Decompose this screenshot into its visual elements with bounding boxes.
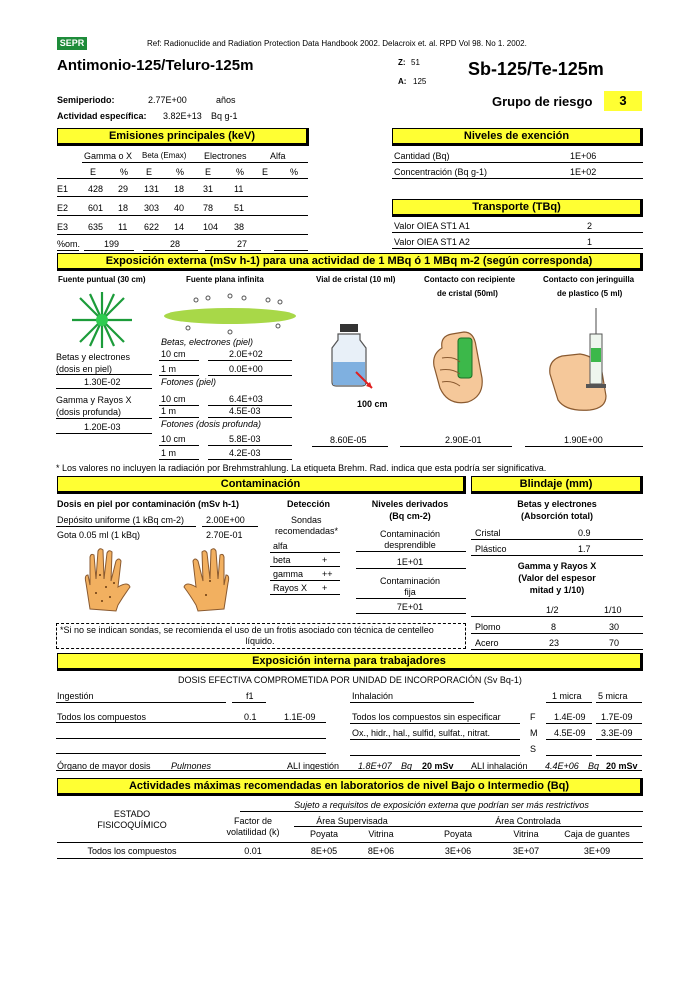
container-illustration [420, 318, 500, 408]
emission-total: 28 [170, 239, 181, 249]
labs-state-1: ESTADO [113, 809, 151, 819]
emission-cell: 11 [234, 184, 244, 194]
detection-title: Detección [287, 499, 331, 509]
shield-steel-label: Acero [475, 638, 499, 648]
nuclide-name: Antimonio-125/Teluro-125m [57, 57, 254, 74]
shield-glass-value: 0.9 [578, 528, 591, 538]
deposit-label: Depósito uniforme (1 kBq cm-2) [57, 515, 185, 525]
labs-row-factor: 0.01 [244, 846, 262, 856]
container-value: 2.90E-01 [445, 435, 482, 445]
probe-note-1: *Si no se indican sondas, se recomienda el uso de un frotis asociado con técnica de centelleo [60, 625, 434, 635]
plane-photon-deep-d1: 10 cm [161, 434, 186, 444]
transport-value-a1: 2 [587, 221, 593, 231]
fixed-value: 7E+01 [396, 602, 424, 612]
half-life-label: Semiperiodo: [57, 95, 115, 105]
inhalation-value-5: 3.3E-09 [601, 728, 633, 738]
inhalation-label: Inhalación [352, 691, 394, 701]
z-label: Z: [398, 58, 406, 67]
half-life-value: 2.77E+00 [148, 95, 187, 105]
labs-row-state: Todos los compuestos [87, 846, 177, 856]
skin-dose-title: Dosis en piel por contaminación (mSv h-1) [57, 499, 240, 509]
emission-cell: 428 [88, 184, 104, 194]
labs-row-value: 3E+09 [583, 846, 611, 856]
beta-label-1: Betas y electrones [56, 352, 131, 362]
exemption-title: Niveles de exención [392, 128, 643, 146]
ingestion-compound: Todos los compuestos [57, 712, 147, 722]
plane-photon-deep-title: Fotones (dosis profunda) [161, 419, 262, 429]
micron5-label: 5 micra [598, 691, 628, 701]
emissions-title: Emisiones principales (keV) [57, 128, 309, 146]
inhalation-value-5: 1.7E-09 [601, 712, 633, 722]
labs-col: Vitrina [368, 829, 394, 839]
contamination-title: Contaminación [57, 476, 466, 494]
exemption-value-quantity: 1E+06 [570, 151, 597, 161]
emission-cell: 18 [174, 184, 185, 194]
shield-gamma-title-3: mitad y 1/10) [529, 585, 585, 595]
inhalation-value-1: 4.5E-09 [554, 728, 586, 738]
derived-title-2: (Bq cm-2) [389, 511, 431, 521]
inhalation-type: M [530, 728, 538, 738]
removable-value: 1E+01 [396, 557, 424, 567]
half-life-unit: años [216, 95, 236, 105]
ali-inhalation-dose: 20 mSv [606, 761, 638, 771]
plane-source-illustration [160, 290, 300, 336]
emission-total-label: %om. [57, 239, 81, 249]
gamma-label-2: (dosis profunda) [56, 407, 122, 417]
emission-cell: 51 [234, 203, 245, 213]
shield-lead-tenth: 30 [609, 622, 620, 632]
labs-row-value: 8E+06 [367, 846, 395, 856]
emission-cell: 14 [174, 222, 185, 232]
probe-mark: + [322, 555, 328, 565]
probe-name: gamma [273, 569, 304, 579]
col-vial: Vial de cristal (10 ml) [316, 275, 396, 284]
emission-subhead: % [176, 167, 185, 177]
col-syringe-2: de plastico (5 ml) [557, 289, 623, 298]
internal-subtitle: DOSIS EFECTIVA COMPROMETIDA POR UNIDAD DE INCORPORACIÓN (Sv Bq-1) [178, 675, 522, 685]
inhalation-type: S [530, 744, 537, 754]
probe-mark: + [322, 583, 328, 593]
labs-state-2: FISICOQUÍMICO [97, 820, 167, 830]
shielding-title: Blindaje (mm) [471, 476, 643, 494]
inhalation-compound: Ox., hidr., hal., sulfid, sulfat., nitrat. [352, 728, 491, 738]
col-container-1: Contacto con recipiente [424, 275, 516, 284]
labs-supervised: Área Supervisada [316, 816, 388, 826]
shield-gamma-title-2: (Valor del espesor [518, 573, 596, 583]
probes-label-1: Sondas [291, 515, 322, 525]
labs-factor-2: volatilidad (k) [226, 827, 280, 837]
shield-beta-title-2: (Absorción total) [521, 511, 593, 521]
transport-value-a2: 1 [587, 237, 593, 247]
emission-subhead: % [236, 167, 245, 177]
ali-inhalation-label: ALI inhalación [471, 761, 528, 771]
plane-photon-skin-d2: 1 m [161, 406, 177, 416]
ingestion-f1: 0.1 [244, 712, 257, 722]
labs-col: Vitrina [513, 829, 539, 839]
nuclide-symbol: Sb-125/Te-125m [468, 59, 604, 79]
emission-cell: 38 [234, 222, 245, 232]
labs-factor-1: Factor de [233, 816, 273, 826]
emission-cell: 40 [174, 203, 185, 213]
shield-steel-half: 23 [549, 638, 560, 648]
contaminated-hand-right [180, 545, 238, 615]
probes-label-2: recomendadas* [275, 526, 339, 536]
risk-label: Grupo de riesgo [492, 94, 593, 109]
plane-photon-deep-v1: 5.8E-03 [229, 434, 261, 444]
exemption-label-concentration: Concentración (Bq g-1) [394, 167, 488, 177]
gamma-label-1: Gamma y Rayos X [56, 395, 132, 405]
inhalation-type: F [530, 712, 536, 722]
micron1-label: 1 micra [552, 691, 582, 701]
emission-total: 199 [104, 239, 120, 249]
emission-cell: 31 [203, 184, 214, 194]
shield-steel-tenth: 70 [609, 638, 620, 648]
labs-col: Caja de guantes [564, 829, 630, 839]
plane-beta-v2: 0.0E+00 [229, 364, 263, 374]
vial-illustration [326, 322, 376, 390]
labs-row-value: 3E+06 [444, 846, 472, 856]
internal-title: Exposición interna para trabajadores [57, 653, 643, 671]
emission-subhead: E [146, 167, 153, 177]
a-label: A: [398, 77, 407, 86]
labs-col: Poyata [443, 829, 473, 839]
gamma-point-value: 1.20E-03 [84, 422, 121, 432]
probe-name: beta [273, 555, 291, 565]
transport-title: Transporte (TBq) [392, 199, 643, 217]
ingestion-value: 1.1E-09 [284, 712, 316, 722]
inhalation-compound: Todos los compuestos sin especificar [352, 712, 501, 722]
emission-subhead: E [90, 167, 97, 177]
labs-subtitle: Sujeto a requisitos de exposición externa que podrían ser más restrictivos [294, 800, 589, 810]
activity-value: 3.82E+13 [163, 111, 202, 121]
probe-name: alfa [273, 541, 288, 551]
probe-name: Rayos X [273, 583, 308, 593]
external-title: Exposición externa (mSv h-1) para una actividad de 1 MBq ó 1 MBq m-2 (según corresponda) [57, 253, 643, 271]
labs-row-value: 3E+07 [512, 846, 540, 856]
inhalation-value-1: 1.4E-09 [554, 712, 586, 722]
f1-label: f1 [246, 691, 254, 701]
vial-value: 8.60E-05 [330, 435, 367, 445]
activity-label: Actividad específica: [57, 111, 147, 121]
vial-distance: 100 cm [357, 399, 388, 409]
labs-row-value: 8E+05 [310, 846, 338, 856]
plane-photon-skin-d1: 10 cm [161, 394, 186, 404]
fixed-label-1: Contaminación [379, 576, 441, 586]
labs-controlled: Área Controlada [495, 816, 561, 826]
shield-glass-label: Cristal [475, 528, 501, 538]
point-source-illustration [66, 290, 138, 350]
fixed-label-2: fija [404, 587, 416, 597]
beta-point-value: 1.30E-02 [84, 377, 121, 387]
emission-subhead: E [205, 167, 212, 177]
probe-mark: ++ [322, 569, 333, 579]
removable-label-2: desprendible [384, 540, 436, 550]
plane-beta-d1: 10 cm [161, 349, 186, 359]
col-point-source: Fuente puntual (30 cm) [58, 275, 146, 284]
ali-inhalation-unit: Bq [588, 761, 600, 771]
shield-col-half: 1/2 [546, 605, 559, 615]
ali-ingestion-dose: 20 mSv [422, 761, 454, 771]
col-plane-source: Fuente plana infinita [186, 275, 264, 284]
col-syringe-1: Contacto con jeringuilla [543, 275, 635, 284]
plane-beta-v1: 2.0E+02 [229, 349, 263, 359]
plane-photon-deep-v2: 4.2E-03 [229, 448, 261, 458]
a-value: 125 [413, 77, 427, 86]
shield-plastic-value: 1.7 [578, 544, 591, 554]
emission-row-label: E1 [57, 184, 69, 194]
shield-col-tenth: 1/10 [604, 605, 622, 615]
emission-cell: 601 [88, 203, 104, 213]
shield-lead-label: Plomo [475, 622, 501, 632]
derived-title-1: Niveles derivados [371, 499, 449, 509]
contaminated-hand-left [76, 545, 134, 615]
ali-ingestion-value: 1.8E+07 [358, 761, 392, 771]
ali-ingestion-unit: Bq [401, 761, 413, 771]
drop-value: 2.70E-01 [206, 530, 243, 540]
deposit-value: 2.00E+00 [206, 515, 245, 525]
labs-title: Actividades máximas recomendadas en laboratorios de nivel Bajo o Intermedio (Bq) [57, 778, 643, 796]
risk-value: 3 [604, 91, 642, 111]
emission-cell: 78 [203, 203, 214, 213]
emission-cell: 131 [144, 184, 160, 194]
removable-label-1: Contaminación [379, 529, 441, 539]
plane-photon-skin-v1: 6.4E+03 [229, 394, 263, 404]
z-value: 51 [411, 58, 420, 67]
emission-cell: 104 [203, 222, 219, 232]
shield-plastic-label: Plástico [475, 544, 507, 554]
emission-group-gamma: Gamma o X [84, 151, 133, 161]
shield-beta-title-1: Betas y electrones [517, 499, 597, 509]
emission-group-electrons: Electrones [204, 151, 247, 161]
external-footnote: * Los valores no incluyen la radiación por Brehmstrahlung. La etiqueta Brehm. Rad. indica que esta podría ser significativa. [56, 463, 547, 473]
emission-subhead: % [120, 167, 129, 177]
syringe-value: 1.90E+00 [564, 435, 603, 445]
plane-beta-d2: 1 m [161, 364, 177, 374]
exemption-label-quantity: Cantidad (Bq) [394, 151, 450, 161]
exemption-value-concentration: 1E+02 [570, 167, 597, 177]
emission-row-label: E2 [57, 203, 69, 213]
emission-row-label: E3 [57, 222, 69, 232]
reference: Ref: Radionuclide and Radiation Protection Data Handbook 2002. Delacroix et. al. RPD Vol 98. No 1. 2002. [147, 39, 527, 48]
emission-cell: 622 [144, 222, 160, 232]
ali-ingestion-label: ALI ingestión [287, 761, 340, 771]
emission-total: 27 [237, 239, 248, 249]
emission-cell: 18 [118, 203, 129, 213]
emission-group-beta: Beta (Emax) [142, 151, 187, 160]
emission-group-alpha: Alfa [270, 151, 286, 161]
plane-beta-title: Betas, electrones (piel) [161, 337, 254, 347]
emission-subhead: % [290, 167, 299, 177]
transport-label-a1: Valor OIEA ST1 A1 [394, 221, 470, 231]
ali-inhalation-value: 4.4E+06 [545, 761, 579, 771]
emission-cell: 29 [118, 184, 129, 194]
plane-photon-deep-d2: 1 m [161, 448, 177, 458]
shield-gamma-title-1: Gamma y Rayos X [517, 561, 597, 571]
syringe-illustration [540, 304, 630, 414]
shield-lead-half: 8 [551, 622, 557, 632]
col-container-2: de cristal (50ml) [437, 289, 498, 298]
labs-col: Poyata [309, 829, 339, 839]
transport-label-a2: Valor OIEA ST1 A2 [394, 237, 470, 247]
probe-note-2: líquido. [245, 636, 275, 646]
emission-cell: 635 [88, 222, 104, 232]
drop-label: Gota 0.05 ml (1 kBq) [57, 530, 141, 540]
activity-unit: Bq g-1 [211, 111, 238, 121]
organ-value: Pulmones [171, 761, 212, 771]
ingestion-label: Ingestión [57, 691, 94, 701]
plane-photon-skin-title: Fotones (piel) [161, 377, 217, 387]
emission-cell: 11 [118, 222, 128, 232]
emission-cell: 303 [144, 203, 160, 213]
emission-subhead: E [262, 167, 269, 177]
beta-label-2: (dosis en piel) [56, 364, 113, 374]
sepr-logo: SEPR [57, 37, 87, 50]
organ-label: Órgano de mayor dosis [57, 761, 151, 771]
plane-photon-skin-v2: 4.5E-03 [229, 406, 261, 416]
